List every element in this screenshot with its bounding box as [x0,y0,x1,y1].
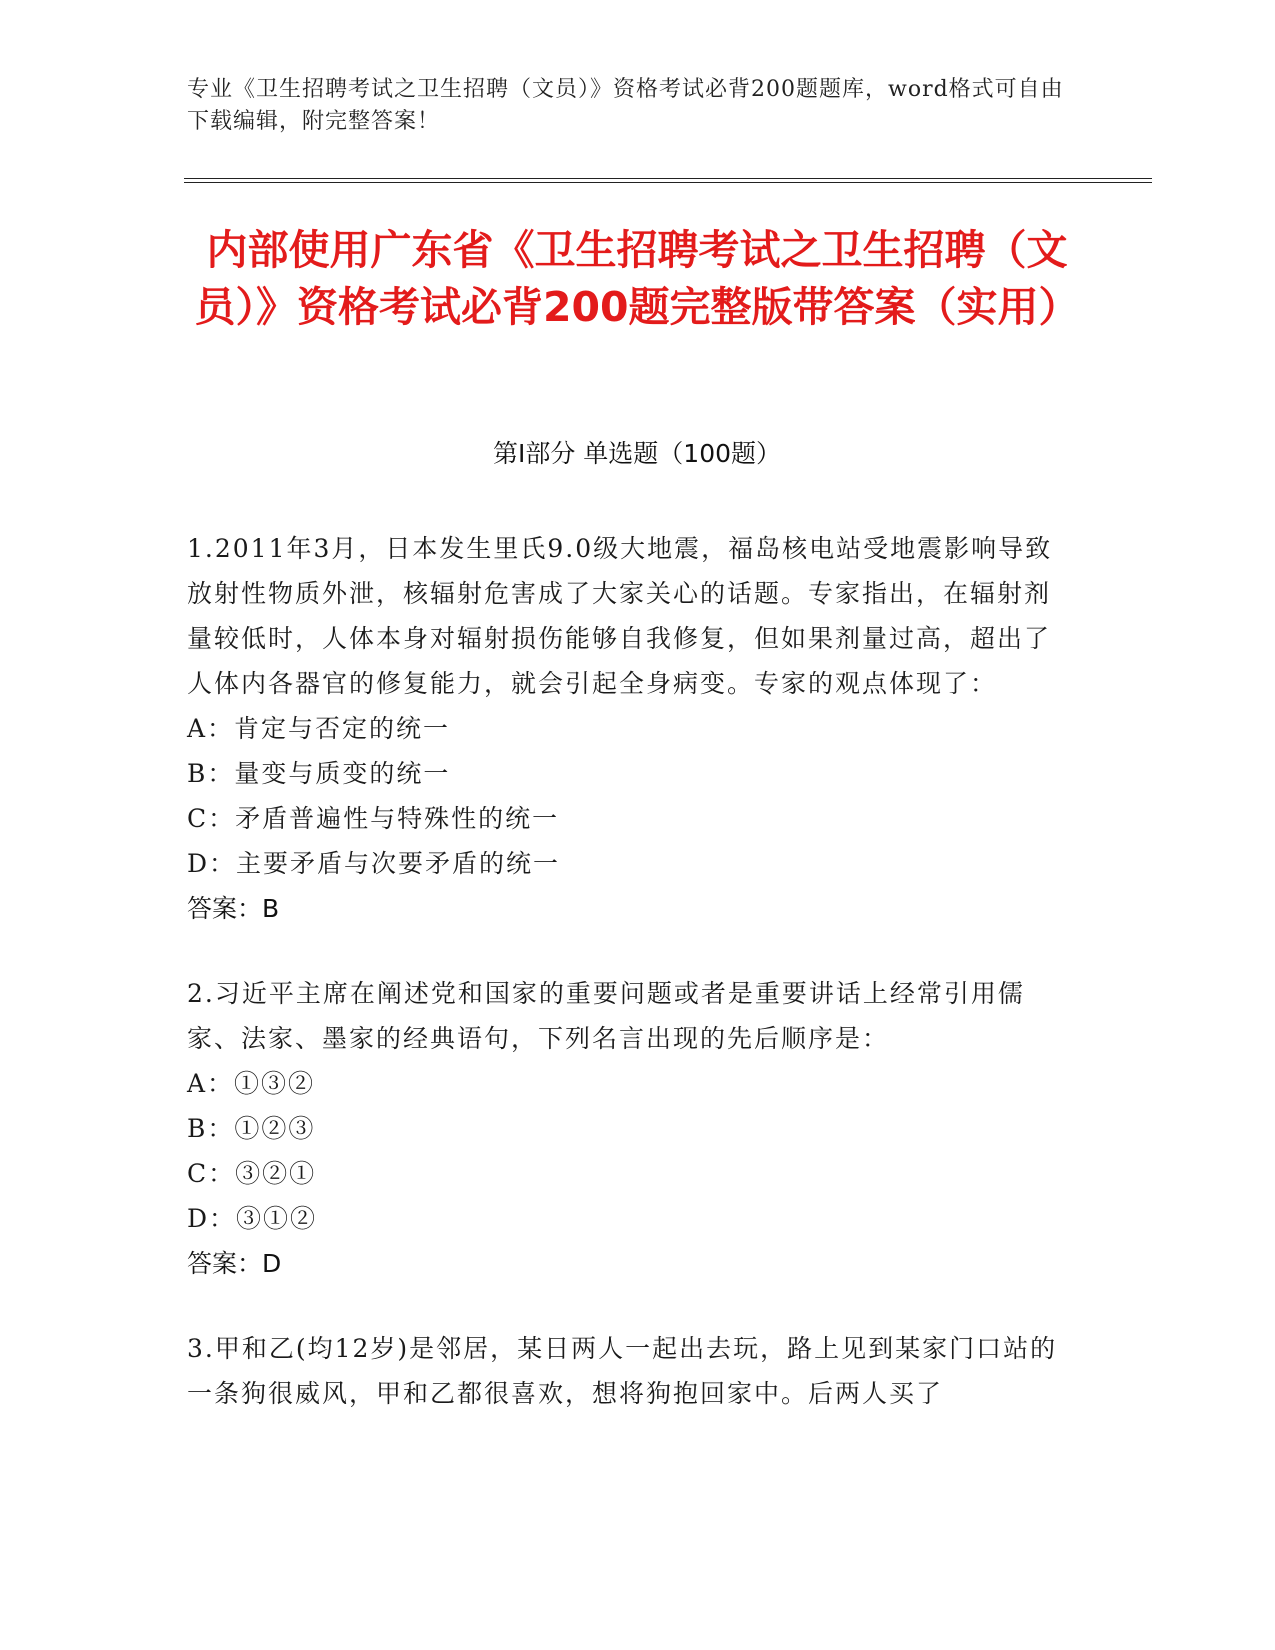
question-list [187,526,1067,1456]
option-c: C：③②① [187,1159,317,1188]
question-3 [187,1326,1067,1416]
option-d: D：主要矛盾与次要矛盾的统一 [187,849,561,878]
document-title: 内部使用广东省《卫生招聘考试之卫生招聘（文员）》资格考试必背200题完整版带答案（实用） [194,226,1080,331]
option-b: B：量变与质变的统一 [187,759,451,788]
question-stem: 2.习近平主席在阐述党和国家的重要问题或者是重要讲话上经常引用儒家、法家、墨家的经典语句，下列名言出现的先后顺序是： [187,979,1025,1053]
header-note: 专业《卫生招聘考试之卫生招聘（文员）》资格考试必背200题题库，word格式可自由下载编辑，附完整答案！ [187,77,1064,134]
answer-line: 答案：D [187,1249,282,1278]
option-a: A：①③② [187,1069,316,1098]
section-title: 第Ⅰ部分 单选题（100题） [492,439,782,468]
question-stem: 1.2011年3月，日本发生里氏9.0级大地震，福岛核电站受地震影响导致放射性物质外泄，核辐射危害成了大家关心的话题。专家指出，在辐射剂量较低时，人体本身对辐射损伤能够自我修复，但如果剂量过高，超出了人体内各器官的修复能力，就会引起全身病变。专家的观点体现了： [187,534,1053,698]
question-2 [187,971,1067,1286]
question-stem: 3.甲和乙(均12岁)是邻居，某日两人一起出去玩，路上见到某家门口站的一条狗很威风，甲和乙都很喜欢，想将狗抱回家中。后两人买了 [187,1334,1058,1408]
option-d: D：③①② [187,1204,318,1233]
header-divider [184,178,1152,183]
option-c: C：矛盾普遍性与特殊性的统一 [187,804,560,833]
option-a: A：肯定与否定的统一 [187,714,451,743]
answer-line: 答案：B [187,894,280,923]
option-b: B：①②③ [187,1114,316,1143]
question-1 [187,526,1067,931]
